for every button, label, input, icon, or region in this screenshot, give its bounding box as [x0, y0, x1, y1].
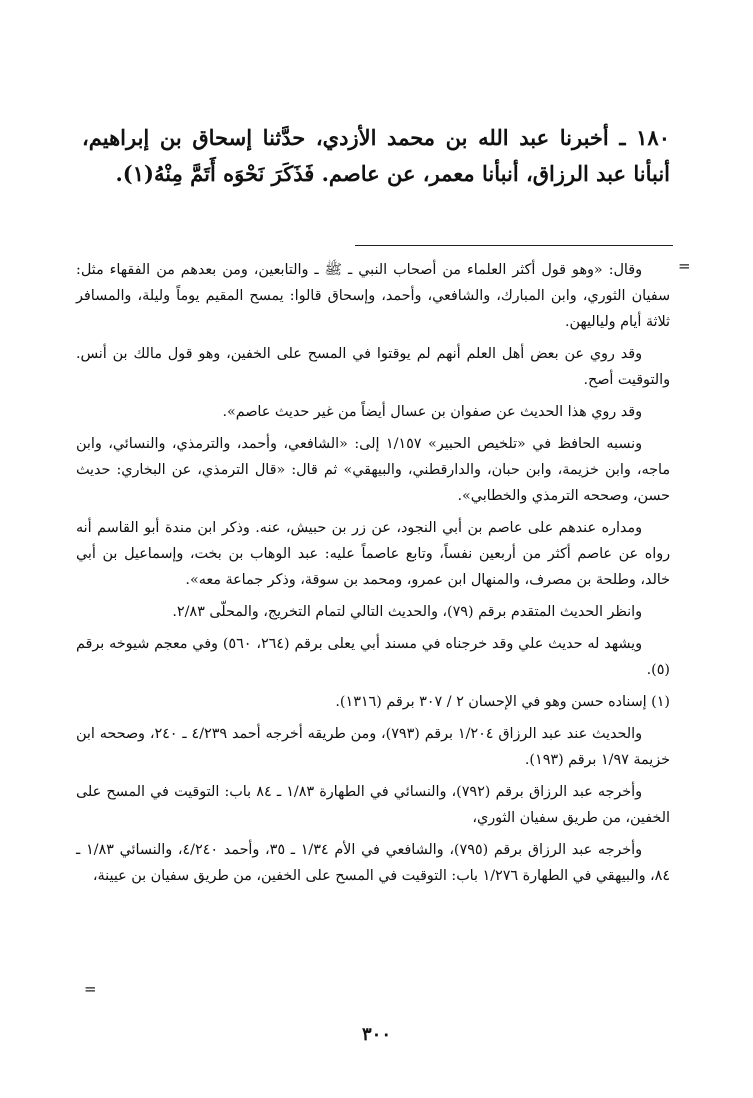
commentary-paragraph: ومداره عندهم على عاصم بن أبي النجود، عن زر بن حبيش، عنه. وذكر ابن مندة أبو القاسم أنه رواه عن عاصم أكثر من أربعين نفساً، وتابع عاصماً عليه: عبد الوهاب بن بخت، وإسماعيل بن أبي خالد، وطلحة بن مصرف، والمنهال ابن عمرو، ومحمد بن سوقة، وذكر جماعة معه».	[76, 520, 670, 588]
footnote-1	[76, 689, 670, 715]
footnote-paragraph: وأخرجه عبد الرزاق برقم (٧٩٢)، والنسائي في الطهارة ١/٨٣ ـ ٨٤ باب: التوقيت في المسح على الخفين، من طريق سفيان الثوري،	[76, 784, 670, 826]
commentary-paragraph: وانظر الحديث المتقدم برقم (٧٩)، والحديث التالي لتمام التخريج، والمحلّى ٢/٨٣.	[172, 604, 642, 620]
page-number: ٣٠٠	[361, 1024, 391, 1045]
commentary-paragraph: وقد روي عن بعض أهل العلم أنهم لم يوقتوا في المسح على الخفين، وهو قول مالك بن أنس. والتوقيت أصح.	[76, 346, 670, 388]
hadith-text-block	[82, 120, 670, 192]
continuation-mark-top: =	[678, 257, 691, 275]
commentary-paragraph: ونسبه الحافظ في «تلخيص الحبير» ١/١٥٧ إلى: «الشافعي، وأحمد، والترمذي، والنسائي، وابن ماجه، وابن خزيمة، وابن حبان، والدارقطني، والبيهقي» ثم قال: «قال الترمذي، عن البخاري: حديث حسن، وصححه الترمذي والخطابي».	[76, 436, 670, 504]
commentary-paragraph: ويشهد له حديث علي وقد خرجناه في مسند أبي يعلى برقم (٢٦٤، ٥٦٠) وفي معجم شيوخه برقم (٥).	[76, 636, 670, 678]
footnote-paragraph: والحديث عند عبد الرزاق ١/٢٠٤ برقم (٧٩٣)، ومن طريقه أخرجه أحمد ٤/٢٣٩ ـ ٢٤٠، وصححه ابن خزيمة ١/٩٧ برقم (١٩٣).	[76, 726, 670, 768]
commentary-paragraph: وقال: «وهو قول أكثر العلماء من أصحاب النبي ـ ﷺ ـ والتابعين، ومن بعدهم من الفقهاء مثل: سفيان الثوري، وابن المبارك، والشافعي، وأحمد، وإسحاق قالوا: يمسح المقيم يوماً وليلة، والمسافر ثلاثة أيام ولياليهن.	[76, 262, 670, 330]
footnote-number: (١)	[651, 694, 670, 710]
footnote-paragraph: وأخرجه عبد الرزاق برقم (٧٩٥)، والشافعي في الأم ١/٣٤ ـ ٣٥، وأحمد ٤/٢٤٠، والنسائي ١/٨٣ ـ ٨٤، والبيهقي في الطهارة ١/٢٧٦ باب: التوقيت في المسح على الخفين، من طريق سفيان بن عيينة،	[76, 842, 670, 884]
continuation-mark-bottom: =	[84, 980, 97, 998]
hadith-180: ١٨٠ ـ أخبرنا عبد الله بن محمد الأزدي، حدَّثنا إسحاق بن إبراهيم، أنبأنا عبد الرزاق، أنبأنا معمر، عن عاصم. فَذَكَرَ نَحْوَه أَتَمَّ مِنْهُ(١).	[82, 125, 670, 186]
footnote-separator	[355, 245, 673, 246]
footnotes-area	[76, 257, 670, 895]
footnote-first-line: إسناده حسن وهو في الإحسان ٢ / ٣٠٧ برقم (١٣١٦).	[335, 694, 647, 710]
commentary-paragraph: وقد روي هذا الحديث عن صفوان بن عسال أيضاً من غير حديث عاصم».	[222, 404, 642, 420]
